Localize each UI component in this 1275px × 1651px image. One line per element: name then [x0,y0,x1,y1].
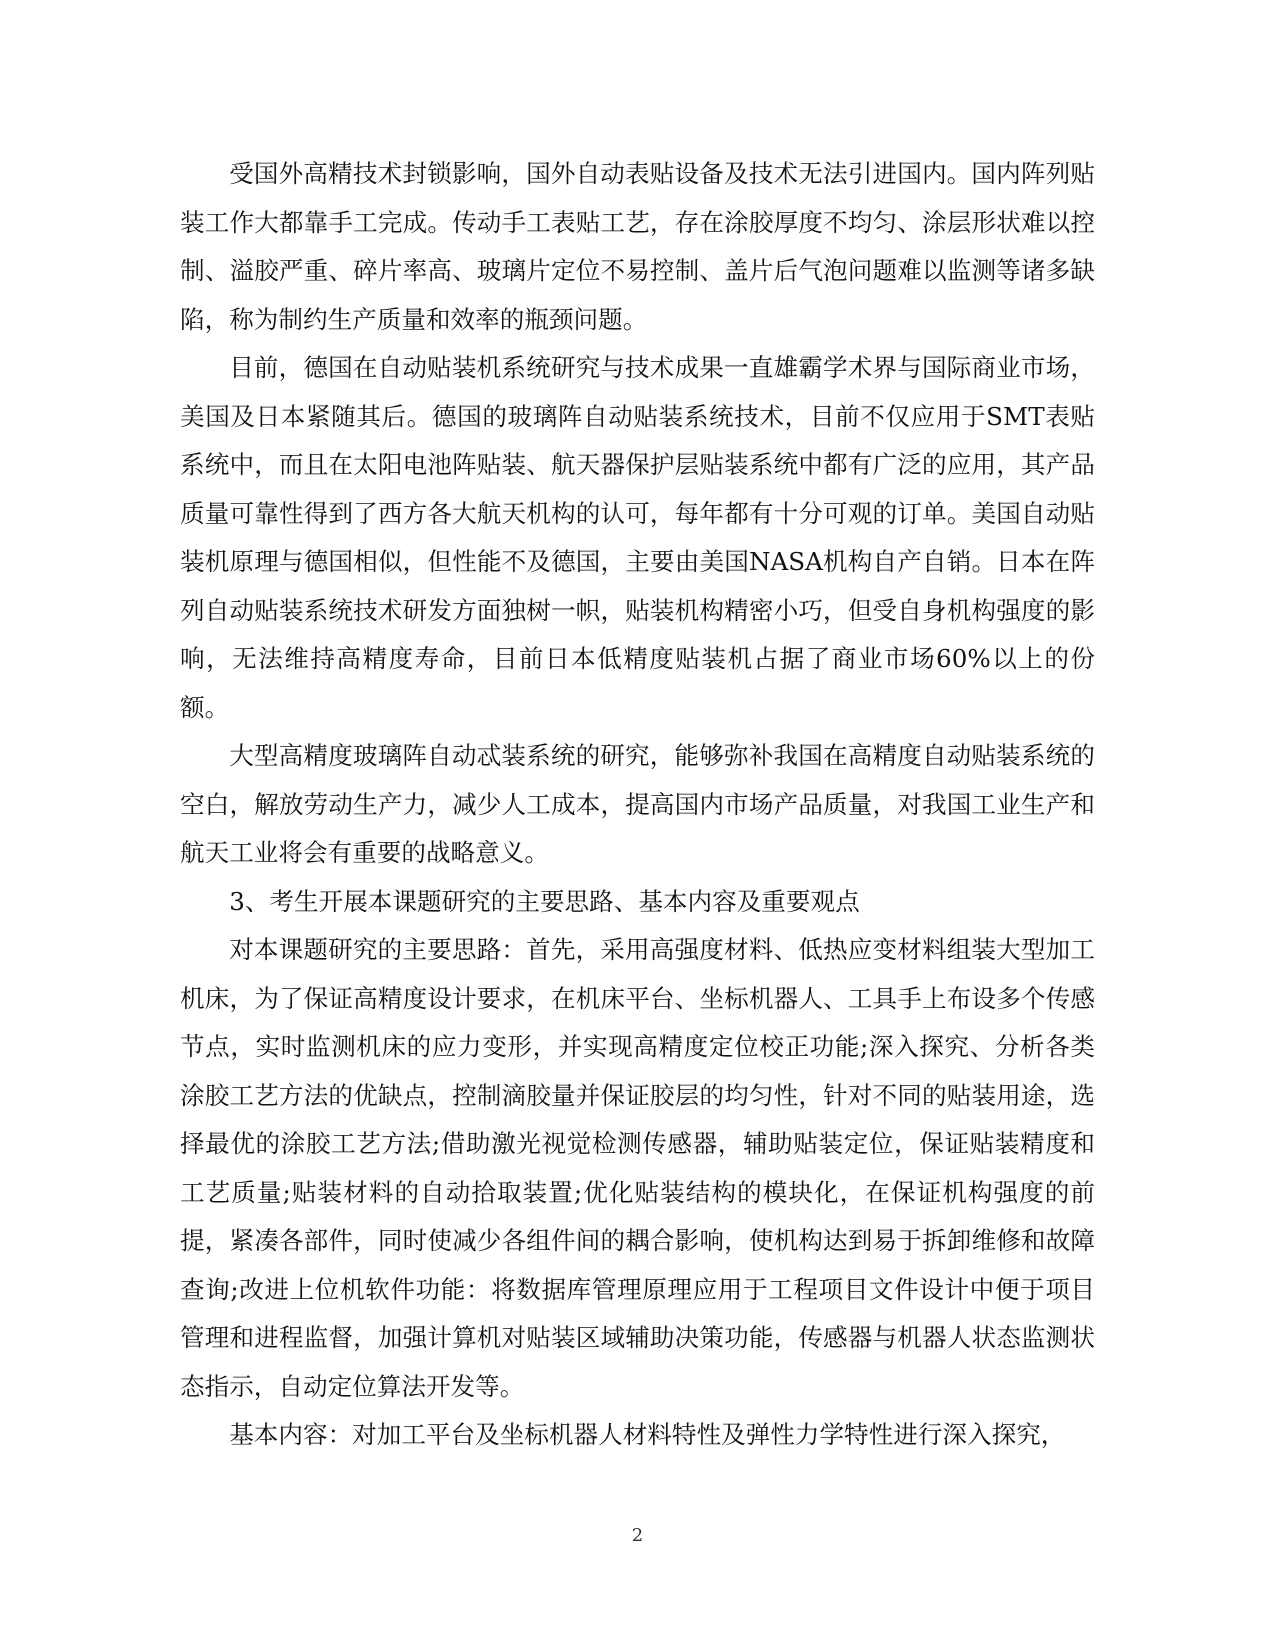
paragraph-main-approach: 对本课题研究的主要思路：首先，采用高强度材料、低热应变材料组装大型加工机床，为了保证高精度设计要求，在机床平台、坐标机器人、工具手上布设多个传感节点，实时监测机床的应力变形，并实现高精度定位校正功能;深入探究、分析各类涂胶工艺方法的优缺点，控制滴胶量并保证胶层的均匀性，针对不同的贴装用途，选择最优的涂胶工艺方法;借助激光视觉检测传感器，辅助贴装定位，保证贴装精度和工艺质量;贴装材料的自动拾取装置;优化贴装结构的模块化，在保证机构强度的前提，紧凑各部件，同时使减少各组件间的耦合影响，使机构达到易于拆卸维修和故障查询;改进上位机软件功能：将数据库管理原理应用于工程项目文件设计中便于项目管理和进程监督，加强计算机对贴装区域辅助决策功能，传感器与机器人状态监测状态指示，自动定位算法开发等。 [180,935,1095,1401]
document-body [180,150,1095,1460]
page-number: 2 [631,1525,644,1546]
paragraph-basic-content: 基本内容：对加工平台及坐标机器人材料特性及弹性力学特性进行深入探究， [229,1420,1066,1449]
section-heading: 3、考生开展本课题研究的主要思路、基本内容及重要观点 [229,886,860,916]
paragraph-background: 受国外高精技术封锁影响，国外自动表贴设备及技术无法引进国内。国内阵列贴装工作大都靠手工完成。传动手工表贴工艺，存在涂胶厚度不均匀、涂层形状难以控制、溢胶严重、碎片率高、玻璃片定位不易控制、盖片后气泡问题难以监测等诸多缺陷，称为制约生产质量和效率的瓶颈问题。 [180,159,1095,334]
paragraph-significance: 大型高精度玻璃阵自动忒装系统的研究，能够弥补我国在高精度自动贴装系统的空白，解放劳动生产力，减少人工成本，提高国内市场产品质量，对我国工业生产和航天工业将会有重要的战略意义。 [180,741,1095,867]
paragraph-international-status: 目前，德国在自动贴装机系统研究与技术成果一直雄霸学术界与国际商业市场，美国及日本紧随其后。德国的玻璃阵自动贴装系统技术，目前不仅应用于SMT表贴系统中，而且在太阳电池阵贴装、航天器保护层贴装系统中都有广泛的应用，其产品质量可靠性得到了西方各大航天机构的认可，每年都有十分可观的订单。美国自动贴装机原理与德国相似，但性能不及德国，主要由美国NASA机构自产自销。日本在阵列自动贴装系统技术研发方面独树一帜，贴装机构精密小巧，但受自身机构强度的影响，无法维持高精度寿命，目前日本低精度贴装机占据了商业市场60%以上的份额。 [180,353,1095,722]
